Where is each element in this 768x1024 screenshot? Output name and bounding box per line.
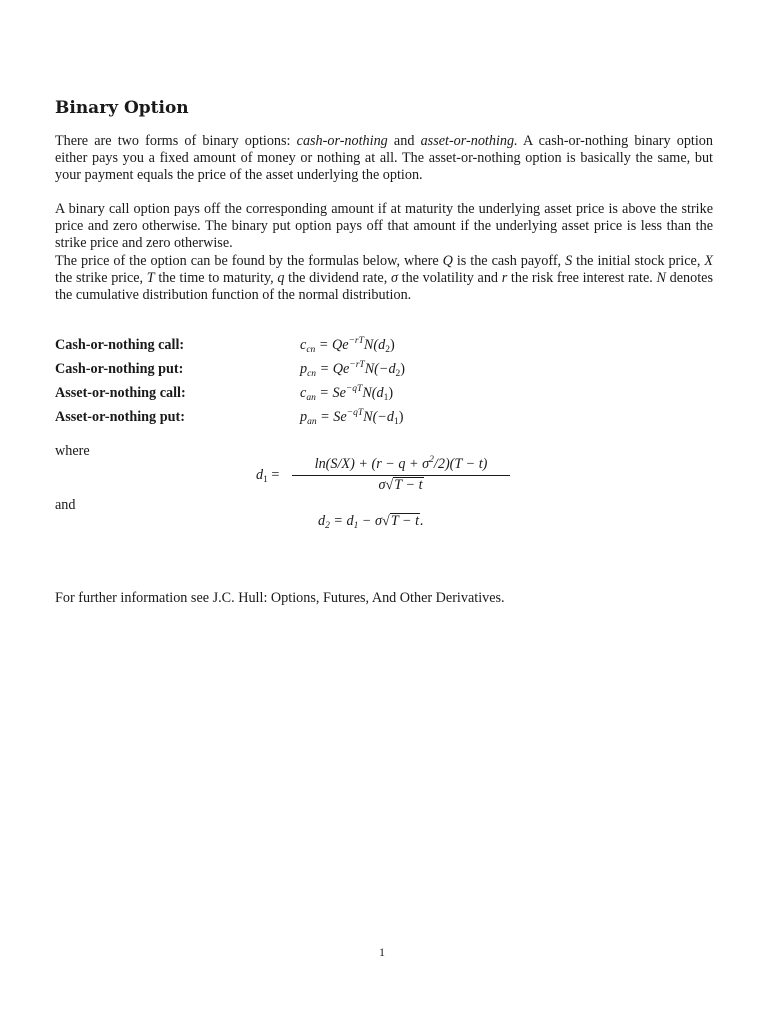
d2-sub: 2 [325,521,330,531]
intro-paragraph [55,133,713,183]
d2-radicand: T − t [390,513,420,529]
formula-rhs-sub: 1 [383,393,389,403]
formula-rhs-c: ) [400,361,406,377]
formula-exponent: −rT [348,336,364,346]
d1-numerator-b: /2)(T − t) [433,456,488,472]
formula-label: Cash-or-nothing call: [55,337,185,353]
intro-text-b: and [387,133,421,149]
formula-expression [300,385,393,402]
formula-exponent: −rT [349,360,365,370]
formula-rhs-c: ) [389,337,395,353]
formula-lhs: c [300,385,307,401]
symbol-r: r [501,269,508,286]
formula-rhs-a: = Se [315,385,346,401]
formula-rhs-b: N(d [363,337,386,353]
formula-expression [300,361,405,378]
fraction-bar [292,475,510,476]
formula-label: Asset-or-nothing call: [55,385,186,401]
formula-rhs-c: ) [398,409,404,425]
formula-rhs-sub: 1 [393,417,399,427]
formula-lhs: p [300,361,308,377]
d2-symbol: d [318,513,326,529]
formula-label: Asset-or-nothing put: [55,409,185,425]
d1-denominator-radicand: T − t [394,477,423,493]
reference-note: For further information see J.C. Hull: Options, Futures, And Other Derivatives. [55,590,505,606]
pricing-text-d: the strike price, [55,269,147,286]
page-title: Binary Option [55,98,189,118]
intro-text-c: A cash-or-nothing binary option either pays you a fixed amount of money or nothing at all. The asset-or-nothing option is basically the same, but your payment equals the price of the asset underlying the option. [55,133,713,183]
d2-period: . [420,513,424,529]
page-number: 1 [379,945,385,959]
formula-lhs-sub: an [307,417,317,427]
intro-text-a: There are two forms of binary options: [55,133,297,149]
d1-lhs [256,467,279,484]
formula-rhs-sub: 2 [385,345,390,355]
where-label: where [55,443,90,459]
call-put-paragraph: A binary call option pays off the corresponding amount if at maturity the underlying asset price is above the strike price and zero otherwise. The binary put option pays off that amount if the underlying asset price is less than the strike price and zero otherwise. [55,201,713,251]
formula-expression [300,409,403,426]
formula-rhs-a: = Qe [316,361,350,377]
pricing-text-b: is the cash payoff, [452,253,566,269]
d1-denominator-sigma: σ [378,477,386,493]
asset-or-nothing-term: asset-or-nothing. [420,133,518,149]
d1-sub: 1 [263,475,268,485]
d2-equation [318,513,424,530]
pricing-text-a: The price of the option can be found by the formulas below, where [55,253,443,269]
d2-eq-sub: 1 [353,521,359,531]
formula-rhs-c: ) [388,385,394,401]
d1-denominator [292,477,510,494]
formula-label: Cash-or-nothing put: [55,361,184,377]
formula-rhs-sub: 2 [395,369,401,379]
d1-numerator-a: ln(S/X) + (r − q + σ [314,456,430,472]
pricing-text-h: the risk free interest rate. [507,269,657,286]
d2-eq-b: − σ [358,513,383,529]
d1-numerator-sup: 2 [429,455,434,465]
d1-equals: = [267,467,280,483]
pricing-text-e: the time to maturity, [154,269,278,286]
d1-symbol: d [256,467,264,483]
sqrt-icon: √ [385,477,394,493]
pricing-text-g: the volatility and [397,269,502,286]
symbol-q-dividend: q [277,269,285,286]
cash-or-nothing-term: cash-or-nothing [296,133,388,149]
formula-rhs-a: = Se [316,409,347,425]
formula-rhs-b: N(d [362,385,384,401]
d1-numerator [292,456,510,474]
d1-equation [256,456,516,498]
symbol-n: N [656,269,666,286]
formula-lhs-sub: cn [306,345,316,355]
formula-rhs-a: = Qe [315,337,349,353]
pricing-text-c: the initial stock price, [572,253,705,269]
formula-lhs-sub: cn [307,369,317,379]
formula-rhs-b: N(−d [363,409,394,425]
formula-rhs-b: N(−d [364,361,396,377]
symbol-t: T [146,269,155,286]
formula-exponent: −qT [345,384,363,394]
pricing-paragraph [55,253,713,303]
symbol-sigma: σ [390,269,398,286]
and-label: and [55,497,76,513]
symbol-s: S [565,253,573,269]
formula-expression [300,337,395,354]
formula-lhs: c [300,337,307,353]
symbol-q-cash: Q [442,253,453,269]
d2-eq-a: = d [329,513,354,529]
formula-lhs-sub: an [306,393,316,403]
d1-fraction [292,456,510,494]
pricing-text-f: the dividend rate, [284,269,391,286]
pricing-text-i: denotes the cumulative distribution function of the normal distribution. [55,269,713,303]
formula-lhs: p [300,409,308,425]
formula-exponent: −qT [346,408,364,418]
symbol-x: X [704,253,714,269]
sqrt-icon: √ [382,513,390,529]
